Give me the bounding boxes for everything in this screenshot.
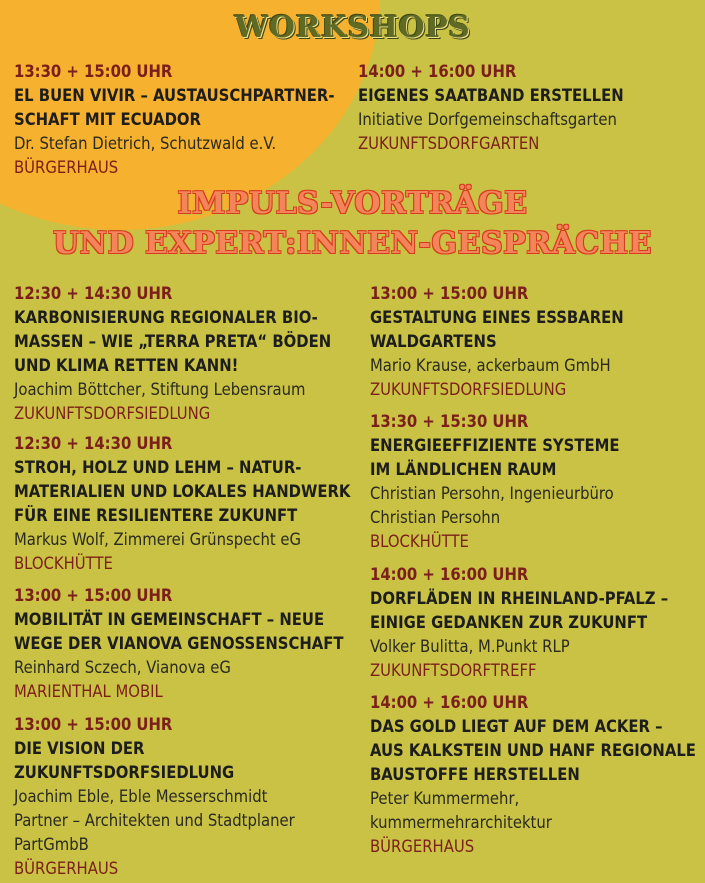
event-time: 13:00 + 15:00 UHR xyxy=(370,284,529,303)
event-speaker: Joachim Böttcher, Stiftung Lebensraum xyxy=(14,380,306,399)
event-time: 12:30 + 14:30 UHR xyxy=(14,434,173,453)
event-title: EL BUEN VIVIR – AUSTAUSCHPARTNER- SCHAFT MIT ECUADOR xyxy=(14,86,335,129)
event-time: 13:30 + 15:30 UHR xyxy=(370,412,529,431)
event-speaker: Christian Persohn, Ingenieurbüro Christian Persohn xyxy=(370,484,614,527)
event-title: STROH, HOLZ UND LEHM – NATUR- MATERIALIEN UND LOKALES HANDWERK FÜR EINE RESILIENTERE ZUKUNFT xyxy=(14,458,351,525)
event-title: DIE VISION DER ZUKUNFTSDORFSIEDLUNG xyxy=(14,739,235,782)
event-time: 13:00 + 15:00 UHR xyxy=(14,586,173,605)
event-title: MOBILITÄT IN GEMEINSCHAFT – NEUE WEGE DER VIANOVA GENOSSENSCHAFT xyxy=(14,610,344,653)
event-time: 14:00 + 16:00 UHR xyxy=(358,62,517,81)
impuls-heading-line2: UND EXPERT:INNEN-GESPRÄCHE xyxy=(53,226,652,261)
event-title: KARBONISIERUNG REGIONALER BIO- MASSEN – WIE „TERRA PRETA“ BÖDEN UND KLIMA RETTEN KANN! xyxy=(14,308,332,375)
workshops-heading: WORKSHOPS xyxy=(234,10,471,45)
event-location: BÜRGERHAUS xyxy=(14,859,119,878)
event-title: EIGENES SAATBAND ERSTELLEN xyxy=(358,86,624,105)
talk-item xyxy=(14,432,359,576)
event-speaker: Dr. Stefan Dietrich, Schutzwald e.V. xyxy=(14,134,277,153)
event-speaker: Peter Kummermehr, kummermehrarchitektur xyxy=(370,789,552,832)
talk-item xyxy=(14,713,359,881)
event-speaker: Joachim Eble, Eble Messerschmidt Partner – Architekten und Stadtplaner PartGmbB xyxy=(14,787,295,854)
talk-item xyxy=(370,282,700,402)
workshop-item xyxy=(14,60,354,180)
talk-item xyxy=(370,563,700,683)
event-speaker: Reinhard Sczech, Vianova eG xyxy=(14,658,231,677)
event-speaker: Volker Bulitta, M.Punkt RLP xyxy=(370,637,570,656)
talk-item xyxy=(370,691,700,859)
event-location: BÜRGERHAUS xyxy=(14,158,119,177)
event-location: BLOCKHÜTTE xyxy=(370,532,469,551)
event-location: MARIENTHAL MOBIL xyxy=(14,682,163,701)
event-speaker: Markus Wolf, Zimmerei Grünspecht eG xyxy=(14,530,302,549)
event-time: 12:30 + 14:30 UHR xyxy=(14,284,173,303)
event-location: BÜRGERHAUS xyxy=(370,837,475,856)
event-location: ZUKUNFTSDORFTREFF xyxy=(370,661,537,680)
event-time: 13:00 + 15:00 UHR xyxy=(14,715,173,734)
impuls-heading-line1: IMPULS-VORTRÄGE xyxy=(177,186,528,221)
event-location: ZUKUNFTSDORFSIEDLUNG xyxy=(14,404,211,423)
talk-item xyxy=(14,584,359,704)
talk-item xyxy=(14,282,359,426)
workshop-item xyxy=(358,60,698,156)
event-time: 14:00 + 16:00 UHR xyxy=(370,693,529,712)
event-title: ENERGIEEFFIZIENTE SYSTEME IM LÄNDLICHEN RAUM xyxy=(370,436,620,479)
event-time: 13:30 + 15:00 UHR xyxy=(14,62,173,81)
event-location: ZUKUNFTSDORFGARTEN xyxy=(358,134,540,153)
event-location: ZUKUNFTSDORFSIEDLUNG xyxy=(370,380,567,399)
event-time: 14:00 + 16:00 UHR xyxy=(370,565,529,584)
event-title: DAS GOLD LIEGT AUF DEM ACKER – AUS KALKSTEIN UND HANF REGIONALE BAUSTOFFE HERSTELLEN xyxy=(370,717,696,784)
event-speaker: Mario Krause, ackerbaum GmbH xyxy=(370,356,611,375)
event-title: GESTALTUNG EINES ESSBAREN WALDGARTENS xyxy=(370,308,624,351)
talk-item xyxy=(370,410,700,554)
event-location: BLOCKHÜTTE xyxy=(14,554,113,573)
event-title: DORFLÄDEN IN RHEINLAND-PFALZ – EINIGE GEDANKEN ZUR ZUKUNFT xyxy=(370,589,669,632)
event-speaker: Initiative Dorfgemeinschaftsgarten xyxy=(358,110,617,129)
